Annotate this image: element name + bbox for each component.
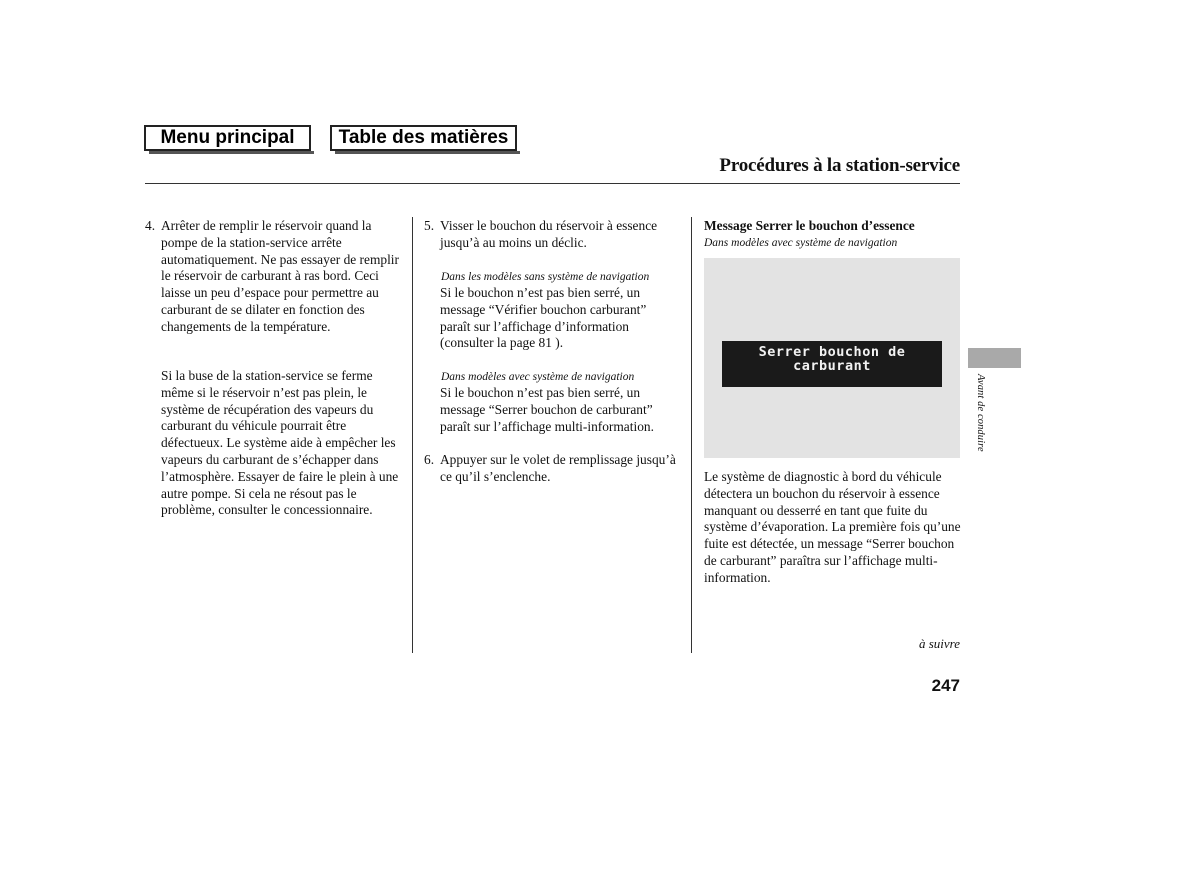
item-6-text: Appuyer sur le volet de remplissage jusqu’à ce qu’il s’enclenche. <box>440 452 676 484</box>
column-divider-left <box>412 217 413 653</box>
display-message-screen <box>722 341 942 387</box>
display-message-line-2: carburant <box>793 358 871 374</box>
message-subnote: Dans modèles avec système de navigation <box>704 237 898 249</box>
item-5-number: 5. <box>424 218 435 233</box>
pump-stop-paragraph: Si la buse de la station-service se ferme même si le réservoir n’est pas plein, le système de récupération des vapeurs du carburant du véhicule pourrait être défectueux. Le système aide à empêcher les vapeurs du carburant de s’échapper dans l’atmosphère. Essayer de faire le plein à une autre pompe. Si cela ne résout pas le problème, consulter le concessionnaire. <box>161 368 399 518</box>
column-divider-right <box>691 217 692 653</box>
item-5-text: Visser le bouchon du réservoir à essence jusqu’à au moins un déclic. <box>440 218 658 250</box>
item-6-number: 6. <box>424 452 435 467</box>
main-menu-button[interactable]: Menu principal <box>144 125 311 151</box>
section-title: Procédures à la station-service <box>719 155 960 176</box>
tighten-cap-paragraph: Si le bouchon n’est pas bien serré, un message “Serrer bouchon de carburant” paraît sur l’affichage multi-information. <box>440 385 654 434</box>
note-with-navigation: Dans modèles avec système de navigation <box>441 371 635 383</box>
header-rule <box>145 183 960 184</box>
chapter-side-label: Avant de conduire <box>975 374 986 452</box>
display-message-line-1: Serrer bouchon de <box>758 344 906 360</box>
continued-label: à suivre <box>918 636 960 651</box>
chapter-tab-marker <box>968 348 1021 368</box>
check-cap-paragraph: Si le bouchon n’est pas bien serré, un message “Vérifier bouchon carburant” paraît sur l’affichage d’information (consulter la page 81 ). <box>440 285 647 351</box>
item-4-text: Arrêter de remplir le réservoir quand la pompe de la station-service arrête automatiquement. Ne pas essayer de remplir le réservoir de carburant à ras bord. Ceci laisse un peu d’espace pour permettre au carburant de se dilater en fonction des changements de la température. <box>161 218 399 334</box>
table-of-contents-button[interactable]: Table des matières <box>330 125 517 151</box>
diagnostic-paragraph: Le système de diagnostic à bord du véhicule détectera un bouchon du réservoir à essence manquant ou desserré en tant que fuite du système d’évaporation. La première fois qu’une fuite est détectée, un message “Serrer bouchon de carburant” paraîtra sur l’affichage multi-information. <box>704 469 961 585</box>
message-heading: Message Serrer le bouchon d’essence <box>704 218 915 233</box>
page-number: 247 <box>931 676 960 695</box>
item-4-number: 4. <box>145 218 156 233</box>
note-without-navigation: Dans les modèles sans système de navigation <box>441 271 650 283</box>
